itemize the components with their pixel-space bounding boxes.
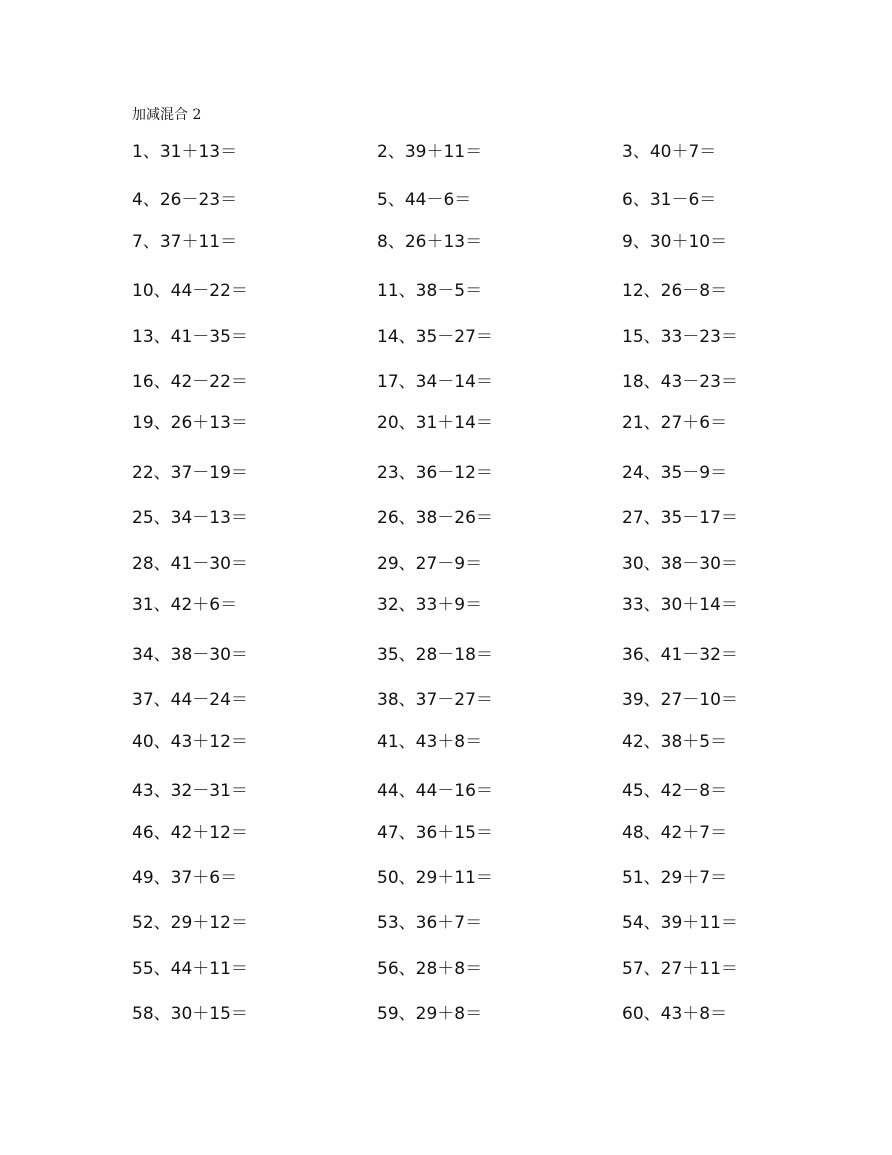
problem-item: 19、26＋13＝ [132,413,248,433]
problem-item: 31、42＋6＝ [132,595,238,615]
problem-item: 27、35－17＝ [622,508,738,528]
problem-item: 42、38＋5＝ [622,732,728,752]
problem-item: 53、36＋7＝ [377,913,483,933]
problem-item: 8、26＋13＝ [377,232,483,252]
problem-item: 35、28－18＝ [377,645,493,665]
problem-item: 1、31＋13＝ [132,142,238,162]
problem-item: 54、39＋11＝ [622,913,738,933]
problem-item: 55、44＋11＝ [132,959,248,979]
problem-item: 41、43＋8＝ [377,732,483,752]
problem-item: 14、35－27＝ [377,327,493,347]
problem-item: 11、38－5＝ [377,281,483,301]
problem-item: 24、35－9＝ [622,463,728,483]
problem-item: 9、30＋10＝ [622,232,728,252]
problem-item: 30、38－30＝ [622,554,738,574]
problem-item: 25、34－13＝ [132,508,248,528]
problem-item: 21、27＋6＝ [622,413,728,433]
problem-item: 40、43＋12＝ [132,732,248,752]
problem-item: 2、39＋11＝ [377,142,483,162]
problem-item: 6、31－6＝ [622,190,717,210]
problem-item: 26、38－26＝ [377,508,493,528]
problem-item: 10、44－22＝ [132,281,248,301]
problem-item: 4、26－23＝ [132,190,238,210]
problem-item: 43、32－31＝ [132,781,248,801]
problem-item: 59、29＋8＝ [377,1004,483,1024]
problem-item: 34、38－30＝ [132,645,248,665]
worksheet-title: 加减混合 2 [132,107,202,123]
problem-item: 51、29＋7＝ [622,868,728,888]
problem-item: 50、29＋11＝ [377,868,493,888]
problem-item: 37、44－24＝ [132,690,248,710]
problem-item: 36、41－32＝ [622,645,738,665]
problem-item: 13、41－35＝ [132,327,248,347]
problem-item: 3、40＋7＝ [622,142,717,162]
problem-item: 12、26－8＝ [622,281,728,301]
problem-item: 29、27－9＝ [377,554,483,574]
problem-item: 23、36－12＝ [377,463,493,483]
problem-item: 46、42＋12＝ [132,823,248,843]
problem-item: 49、37＋6＝ [132,868,238,888]
problem-item: 33、30＋14＝ [622,595,738,615]
problem-item: 28、41－30＝ [132,554,248,574]
problem-item: 18、43－23＝ [622,372,738,392]
problem-item: 45、42－8＝ [622,781,728,801]
problem-item: 32、33＋9＝ [377,595,483,615]
problem-item: 44、44－16＝ [377,781,493,801]
problem-item: 7、37＋11＝ [132,232,238,252]
problem-item: 48、42＋7＝ [622,823,728,843]
problem-item: 47、36＋15＝ [377,823,493,843]
problem-item: 57、27＋11＝ [622,959,738,979]
problem-item: 52、29＋12＝ [132,913,248,933]
problem-item: 5、44－6＝ [377,190,472,210]
problem-item: 17、34－14＝ [377,372,493,392]
problem-item: 20、31＋14＝ [377,413,493,433]
problem-item: 22、37－19＝ [132,463,248,483]
problem-item: 15、33－23＝ [622,327,738,347]
problem-item: 56、28＋8＝ [377,959,483,979]
problem-item: 38、37－27＝ [377,690,493,710]
problem-item: 39、27－10＝ [622,690,738,710]
problem-item: 58、30＋15＝ [132,1004,248,1024]
problem-item: 16、42－22＝ [132,372,248,392]
problem-item: 60、43＋8＝ [622,1004,728,1024]
